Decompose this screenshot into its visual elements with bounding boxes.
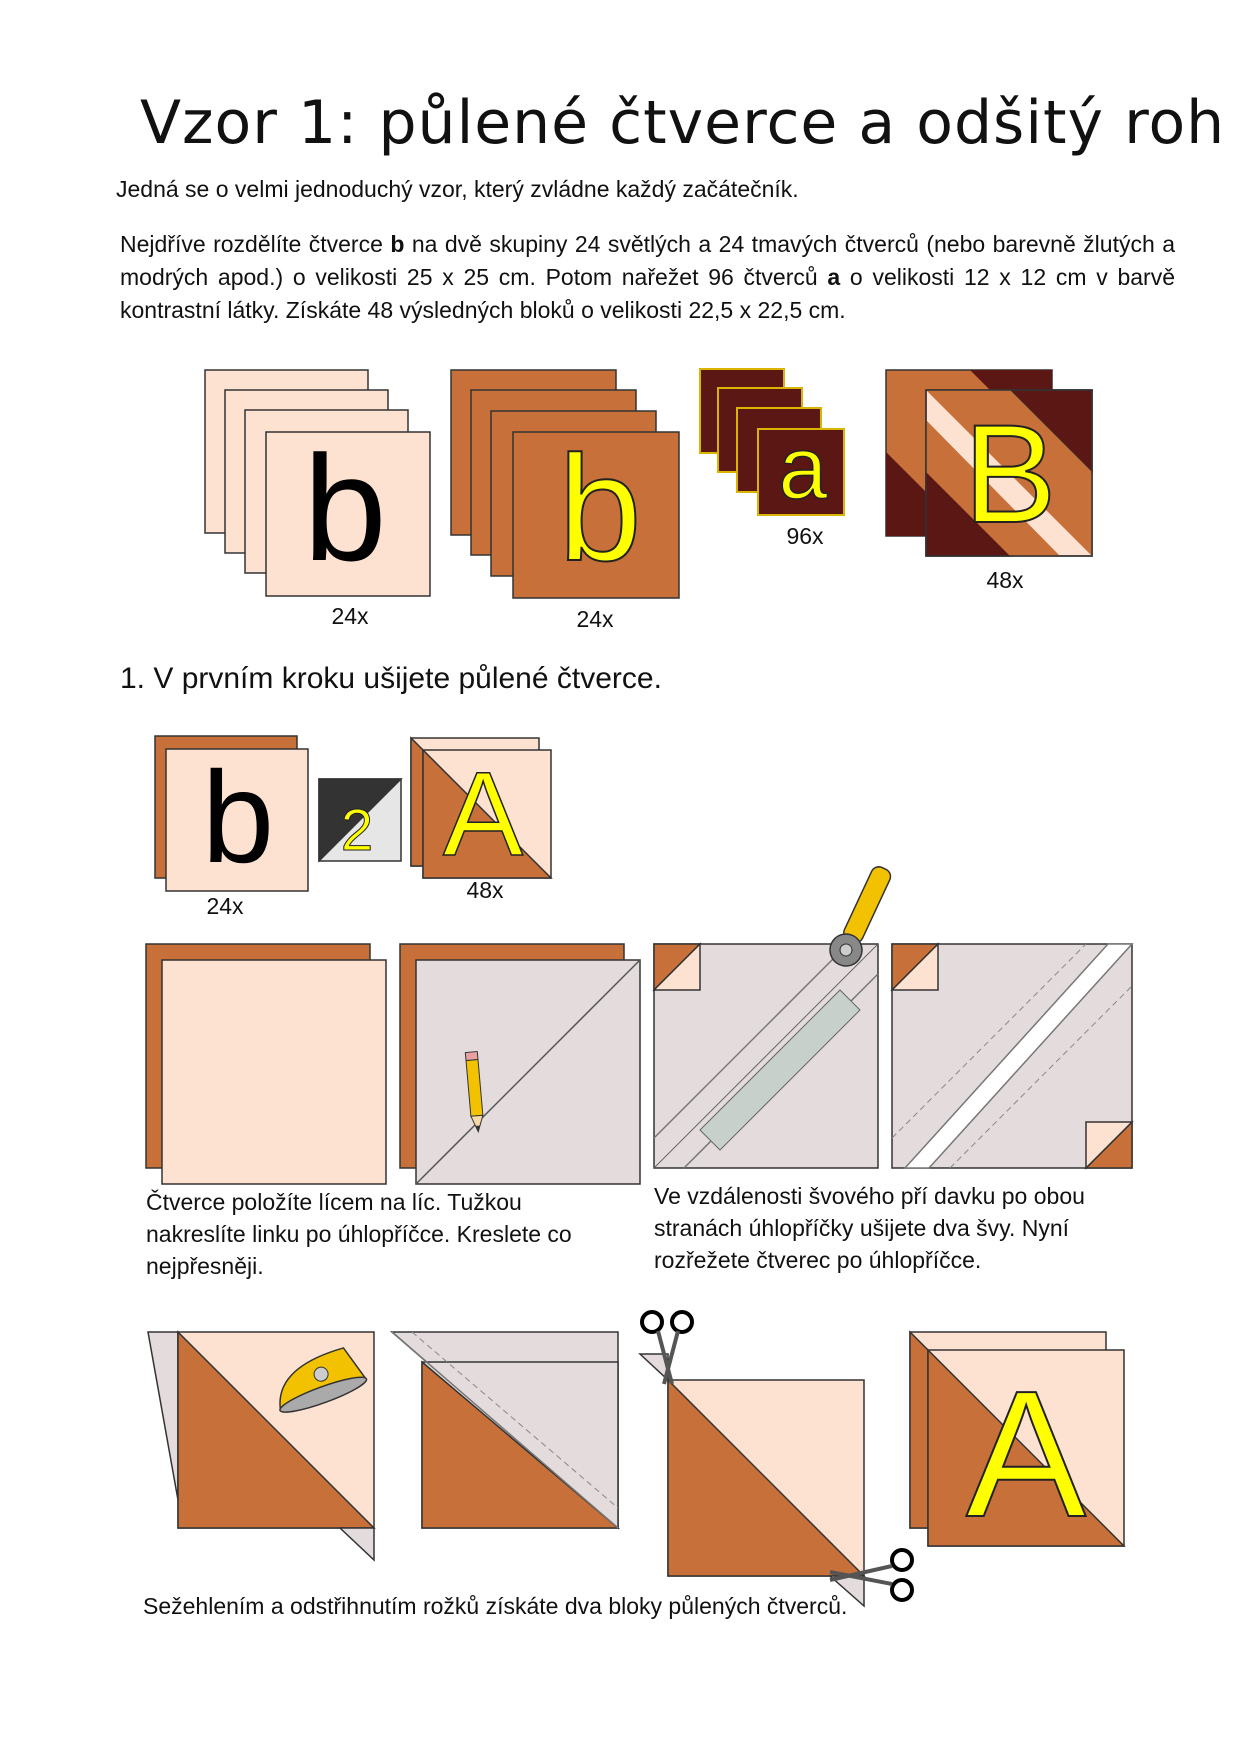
small-a-letter: a: [778, 418, 828, 517]
sew-seams-figure: [654, 944, 878, 1168]
desc-bold-b: b: [390, 231, 405, 257]
half-square-icon: [319, 779, 401, 863]
rotary-cutter-icon: [825, 862, 899, 972]
final-a-letter: A: [965, 1354, 1087, 1555]
page-title: Vzor 1: půlené čtverce a odšitý roh: [140, 88, 1226, 158]
snip-corners-figure: [640, 1354, 864, 1606]
step1-piece-b: [155, 736, 308, 891]
step1-b-qty: 24x: [206, 893, 244, 919]
layered-squares-figure: [146, 944, 386, 1184]
final-block-figure: [910, 1332, 1124, 1555]
step1-a-qty: 48x: [466, 877, 504, 903]
dark-b-stack: [451, 370, 679, 598]
block-b-letter: B: [963, 395, 1057, 552]
caption-press: Sežehlením a odstřihnutím rožků získáte dva bloky půlených čtverců.: [143, 1593, 848, 1619]
desc-part3: o velikosti 12 x 12 cm v barvě kontrastní látky. Získáte 48 výsledných bloků o velikosti 22,5 x 22,5 cm.: [120, 264, 1176, 323]
draw-diagonal-figure: [400, 944, 640, 1184]
dark-b-qty: 24x: [576, 606, 614, 632]
scissors-icon-top: [642, 1312, 692, 1384]
step1-b-letter: b: [201, 744, 275, 890]
intro-text: Jedná se o velmi jednoduchý vzor, který zvládne každý začátečník.: [116, 176, 799, 202]
small-a-stack: [700, 369, 844, 517]
step1-heading: 1. V prvním kroku ušijete půlené čtverce.: [120, 662, 662, 695]
block-b-stack: [886, 370, 1092, 556]
desc-bold-a: a: [827, 264, 841, 290]
dark-b-letter: b: [558, 424, 642, 592]
desc-part2: na dvě skupiny 24 světlých a 24 tmavých čtverců (nebo barevně žlutých a modrých apod.) o velikosti 25 x 25 cm. Potom nařežet 96 čtverců: [120, 231, 1175, 290]
light-b-letter: b: [303, 424, 387, 592]
light-b-qty: 24x: [331, 603, 369, 629]
desc-part1: Nejdříve rozdělíte čtverce: [120, 231, 391, 257]
step1-a-letter: A: [442, 747, 524, 881]
caption-draw: Čtverce položíte lícem na líc. Tužkou nakreslíte linku po úhlopříčce. Kreslete co nejpřesněji.: [146, 1189, 572, 1279]
half-icon-number: 2: [340, 798, 374, 863]
block-b-qty: 48x: [986, 567, 1024, 593]
light-b-stack: [205, 370, 430, 596]
cut-diagonal-figure: [892, 944, 1132, 1168]
small-a-qty: 96x: [786, 523, 824, 549]
caption-sew: Ve vzdálenosti švového pří davku po obou stranách úhlopříčky ušijete dva švy. Nyní rozřežete čtverec po úhlopříčce.: [654, 1183, 1085, 1273]
trim-figure: [392, 1332, 618, 1528]
step1-piece-a: [411, 738, 551, 881]
